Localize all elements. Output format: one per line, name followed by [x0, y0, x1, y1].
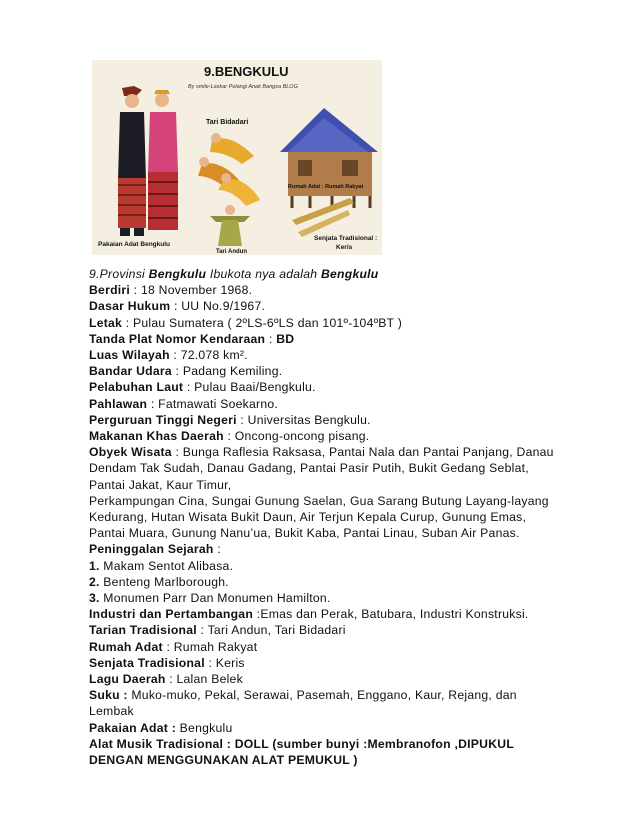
- suku-paragraph: [89, 687, 559, 719]
- dasar-hukum-line: [89, 298, 559, 314]
- pelabuhan-line: [89, 379, 559, 395]
- obyek-wisata-continued: Perkampungan Cina, Sungai Gunung Saelan, Gua Sarang Butung Layang-layang Kedurang, Hutan Wisata Bukit Daun, Air Terjun Kepala Curup, Gunung Emas, Pantai Muara, Gunung Nanu’ua, Bukit Kaba, Pantai Linau, Suban Air Panas.: [89, 493, 549, 541]
- senjata-key: Senjata Tradisional: [89, 655, 205, 670]
- pahlawan-line: [89, 396, 559, 412]
- berdiri-line: [89, 282, 559, 298]
- makanan-value: : Oncong-oncong pisang.: [223, 429, 370, 444]
- perguruan-line: [89, 412, 559, 428]
- dasar-value: : UU No.9/1967.: [170, 299, 266, 314]
- item-number: 2.: [89, 574, 100, 589]
- letak-value: : Pulau Sumatera ( 2ºLS-6ºLS dan 101º-104ºBT ): [122, 315, 403, 330]
- plat-line: [89, 331, 559, 347]
- bandara-key: Bandar Udara: [89, 364, 172, 379]
- pahlawan-value: : Fatmawati Soekarno.: [147, 396, 279, 411]
- item-text: Monumen Parr Dan Monumen Hamilton.: [99, 591, 331, 606]
- lagu-key: Lagu Daerah: [89, 672, 166, 687]
- item-text: Benteng Marlborough.: [99, 574, 229, 589]
- peninggalan-item-2: [89, 574, 559, 590]
- plat-sep: :: [265, 331, 277, 346]
- senjata-line: [89, 655, 559, 671]
- perguruan-key: Perguruan Tinggi Negeri: [89, 412, 237, 427]
- label-pakaian-adat: Pakaian Adat Bengkulu: [98, 241, 170, 248]
- makanan-key: Makanan Khas Daerah: [89, 429, 224, 444]
- label-senjata-1: Senjata Tradisional :: [314, 235, 378, 242]
- pakaian-value: Bengkulu: [176, 720, 233, 735]
- intro-line: [89, 266, 559, 282]
- berdiri-value: : 18 November 1968.: [130, 283, 253, 298]
- alat-musik-text: Alat Musik Tradisional : DOLL (sumber bunyi :Membranofon ,DIPUKUL DENGAN MENGGUNAKAN ALAT PEMUKUL ): [89, 736, 514, 768]
- peninggalan-key: Peninggalan Sejarah: [89, 542, 214, 557]
- obyek-key: Obyek Wisata: [89, 445, 172, 460]
- tarian-value: : Tari Andun, Tari Bidadari: [196, 623, 346, 638]
- intro-a: 9.Provinsi: [89, 267, 149, 281]
- item-text: Makam Sentot Alibasa.: [99, 558, 234, 573]
- dasar-key: Dasar Hukum: [89, 299, 171, 314]
- luas-line: [89, 347, 559, 363]
- lagu-value: : Lalan Belek: [165, 672, 243, 687]
- label-tari-bidadari: Tari Bidadari: [206, 119, 249, 126]
- plat-value: BD: [276, 331, 295, 346]
- label-tari-andun: Tari Andun: [216, 249, 247, 255]
- rumah-adat-line: [89, 639, 559, 655]
- obyek-value: : Bunga Raflesia Raksasa, Pantai Nala dan Pantai Panjang, Danau Dendam Tak Sudah, Danau Gadang, Pantai Pasir Putih, Bukit Gedang Seblat, Pantai Jakat, Kaur Timur,: [89, 445, 554, 492]
- rumah-value: : Rumah Rakyat: [162, 639, 258, 654]
- berdiri-key: Berdiri: [89, 283, 131, 298]
- obyek-wisata-paragraph: [89, 444, 559, 493]
- intro-d: Bengkulu: [320, 267, 379, 281]
- industri-key: Industri dan Pertambangan: [89, 607, 254, 622]
- pahlawan-key: Pahlawan: [89, 396, 148, 411]
- bandara-line: [89, 363, 559, 379]
- pelabuhan-key: Pelabuhan Laut: [89, 380, 184, 395]
- plat-key: Tanda Plat Nomor Kendaraan: [89, 331, 266, 346]
- item-number: 3.: [89, 591, 100, 606]
- makanan-line: [89, 428, 559, 444]
- bengkulu-illustration: [92, 60, 382, 255]
- lagu-line: [89, 671, 559, 687]
- tarian-line: [89, 622, 559, 638]
- pakaian-line: [89, 720, 559, 736]
- suku-value: Muko-muko, Pekal, Serawai, Pasemah, Enggano, Kaur, Rejang, dan Lembak: [89, 688, 517, 719]
- bandara-value: : Padang Kemiling.: [171, 364, 283, 379]
- label-rumah-adat: Rumah Adat : Rumah Rakyat: [288, 184, 364, 190]
- peninggalan-item-3: [89, 590, 559, 606]
- tarian-key: Tarian Tradisional: [89, 623, 197, 638]
- intro-b: Bengkulu: [148, 267, 207, 281]
- document-body: [89, 266, 559, 768]
- rumah-key: Rumah Adat: [89, 639, 163, 654]
- industri-value: :Emas dan Perak, Batubara, Industri Konstruksi.: [253, 607, 529, 622]
- item-number: 1.: [89, 558, 100, 573]
- luas-key: Luas Wilayah: [89, 348, 170, 363]
- perguruan-value: : Universitas Bengkulu.: [236, 412, 371, 427]
- letak-key: Letak: [89, 315, 123, 330]
- senjata-value: : Keris: [204, 655, 245, 670]
- industri-paragraph: [89, 606, 559, 622]
- pelabuhan-value: : Pulau Baai/Bengkulu.: [183, 380, 316, 395]
- intro-c: Ibukota nya adalah: [206, 267, 321, 281]
- peninggalan-item-1: [89, 558, 559, 574]
- peninggalan-value: :: [213, 542, 221, 557]
- luas-value: : 72.078 km².: [169, 348, 248, 363]
- peninggalan-line: [89, 541, 559, 557]
- pakaian-key: Pakaian Adat :: [89, 720, 177, 735]
- illustration-byline: By smile-Laskar Pelangi Anak Bangsa BLOG: [188, 84, 298, 90]
- letak-line: [89, 315, 559, 331]
- illustration-title: 9.BENGKULU: [204, 64, 289, 79]
- suku-key: Suku :: [89, 688, 128, 703]
- alat-musik-paragraph: [89, 736, 559, 768]
- label-senjata-2: Keris: [336, 244, 353, 251]
